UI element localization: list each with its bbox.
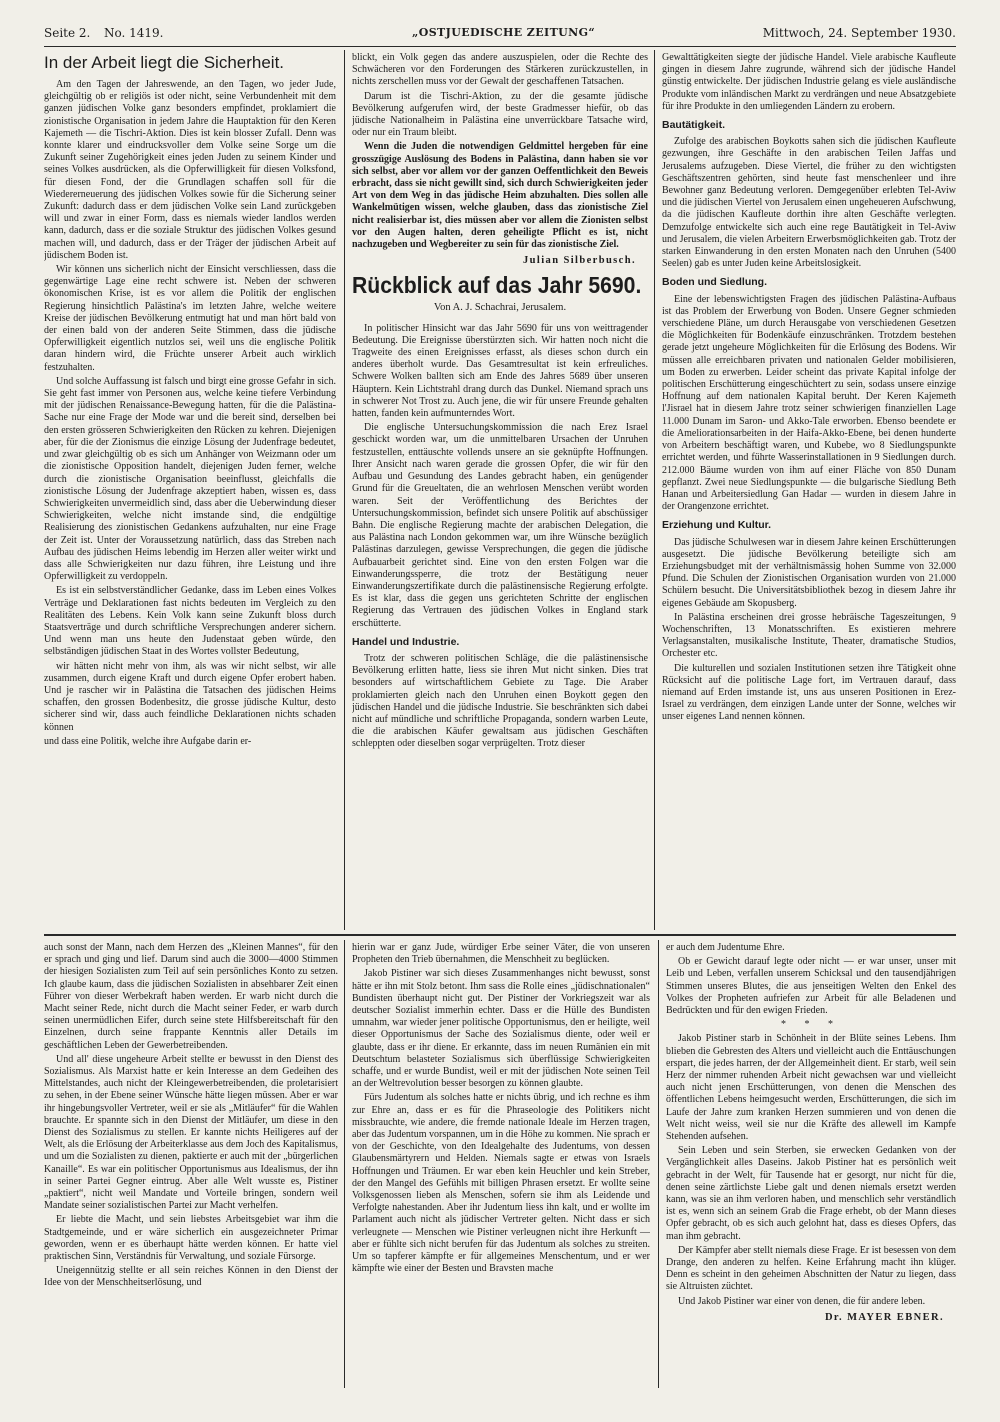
paragraph: Wenn die Juden die notwendigen Geldmittel hergeben für eine grosszügige Auslösung des Bodens in Palästina, dann haben sie vor sich selbst, aber vor allem vor der ganzen Oeffentlichkeit den Beweis erbracht, dass sie nicht gewillt sind, sich durch Schwierigkeiten jeder Art von dem Weg in das jüdische Heim abzuhalten. Dies sollen alle Wankelmütigen wissen, welche glauben, dass das zionistische Ziel nicht realisierbar ist, dies müssen aber vor allem die Zionisten selbst vor den Augen halten, deren geheiligte Pflicht es ist, nicht nachzugeben und Wegbereiter zu sein für das zionistische Ziel. <box>352 141 648 251</box>
article-headline: Rückblick auf das Jahr 5690. <box>352 272 642 299</box>
paragraph: Fürs Judentum als solches hatte er nichts übrig, und ich rechne es ihm zur Ehre an, dass er es für die Phraseologie des Politikers nicht missbrauchte, wie andere, die fremde nationale Ideale im Herzen tragen, aber das Judentum vorspannen, um in die Höhe zu kommen. Nie sprach er von der Geschichte, von den Idealgehalte des Judentums, von dessen Glaubensmärtyrern und Helden. Niemals sagte er etwas von Israels Hoffnungen und Träumen. Er war eben kein Heuchler und kein Streber, der den Mangel des Gefühls mit billigen Phrasen ersetzt. Er wollte seine Volksgenossen lieben als Menschen, sofern sie ihm als Leidende und Verfolgte nahestanden. Aber ihr Judentum liess ihn kalt, und er wollte im Parlament auch nicht als jüdischer Vertreter gelten. Nicht dass er sich verleugnete — Menschen wie Pistiner verleugnen nicht ihre Herkunft — aber er fühlte sich nicht berufen für das Judentum als solches zu streiten. Um so tapferer kämpfte er für allgemeines Menschentum, und er wer kämpfte wie einer der Besten und Bravsten mache <box>352 1092 650 1275</box>
section-separator: * * * <box>781 1019 841 1031</box>
paragraph: auch sonst der Mann, nach dem Herzen des „Kleinen Mannes“, für den er sprach und ging und lief. Darum sind auch die 3000—4000 Stimmen der hiesigen Sozialisten zum Teil auf sein persönliches Konto zu setzen. Ich glaube kaum, dass die jüdischen Sozialisten in absehbarer Zeit einen Führer von dieser Werbekraft haben werden. Er warb nicht durch die Macht seiner Rede, nicht durch die Macht seiner Feder, er warb durch seinen unermüdlichen Eifer, durch seine stete Hilfsbereitschaft für den Einzelnen, durch seine frappante Kenntnis aller Details im geschäftlichen Leben der Gewerbetreibenden. <box>44 942 338 1051</box>
paragraph: Und all' diese ungeheure Arbeit stellte er bewusst in den Dienst des Sozialismus. Als Marxist hatte er kein Interesse an dem Gedeihen des Mittelstandes, auch nicht der Kleingewerbetreibenden, die proletarisiert zu sehen, in der Ebene seiner Wünsche hätte liegen müssen. Aber er war ihr hingebungsvoller Vertreter, weil er sie als „Mitläufer“ für die Wahlen brauchte. Er spannte sich in den Dienst der Mitläufer, um diese in den Dienst des Sozialismus zu stellen. Er kannte nichts Heiligeres auf der Welt, als die Erlösung der Arbeiterklasse aus dem Joch des Kapitalismus, und um die Sozialisten zu dienen, paktierte er auch mit der „bürgerlichen Kanaille“. Es war ein politischer Opportunismus aus Idealismus, der ihn in seiner Partei Gegner eintrug. Aber alle Welt wusste es, Pistiner „paktiert“, nicht weil Mandate und Vorteile bringen, sondern weil Mandate seiner sozialistischen Partei zur Macht verhelfen. <box>44 1053 338 1212</box>
paragraph: Trotz der schweren politischen Schläge, die die palästinensische Bevölkerung erlitten hatte, liess sie ihren Mut nicht sinken. Dies trat besonders auf wirtschaftlichem Gebiete zu Tage. Die Araber proklamierten gleich nach den Unruhen einen Boykott gegen den jüdischen Handel und die jüdische Industrie. Sie beschränkten sich dabei nicht auf mündliche und schriftliche Propaganda, sondern warben Leute, die die arabischen Käufer gewaltsam aus jüdischen Geschäften schleppten oder dieselben sogar verprügelten. Trotz dieser <box>352 652 648 750</box>
paragraph: Und solche Auffassung ist falsch und birgt eine grosse Gefahr in sich. Sie geht fast immer von Personen aus, welche keine tiefere Verbindung mit der jüdischen Renaissance-Bewegung hatten, für die die Palästina-Sache nur eine Frage der Mode war und die bereit sind, derselben bei den ersten grösseren Schwierigkeiten den Rücken zu kehren. Diejenigen aber, für die der Zionismus die einzige Lösung der Judenfrage bedeutet, und zwar gleichgültig ob es sich um Anhänger von Weizmann oder um die zionistische Opposition handelt, diejenigen Juden ferner, welche durch die zionistische Organisation beeinflusst, gleichfalls die zionistische Lösung der Judenfrage akzeptiert haben, wissen es, dass Schwierigkeiten unvermeidlich sind, dass aber die Ueberwindung dieser Schwierigkeiten, welche nicht imstande sind, die endgültige Realisierung des zionistischen Gedankens aufzuhalten, nur eine Frage der Zeit ist. Unter der Voraussetzung natürlich, dass das Streben nach Aufbau des jüdischen Heims lebendig im Herzen aller weiter wirkt und dass alle Schwierigkeiten nur dazu führen, ihre Leistung und ihre Opferwilligkeit zu verdoppeln. <box>44 375 336 583</box>
page-header <box>44 26 956 42</box>
paragraph: In Palästina erscheinen drei grosse hebräische Tageszeitungen, 9 Wochenschriften, 13 Monatsschriften. Es existieren mehrere Verlagsanstalten, musikalische Institute, Theater, dramatische Studios, Orchester etc. <box>662 611 956 660</box>
paragraph: er auch dem Judentume Ehre. <box>666 942 785 953</box>
paragraph: In politischer Hinsicht war das Jahr 5690 für uns von weittragender Bedeutung. Die Ereignisse überstürzten sich. Wir hatten noch nicht die Tragweite des einen Ereignisses erfasst, als dieses schon durch ein anderes überholt wurde. Das Gesamtresultat ist kein erfreuliches. Schwere Wolken ballten sich am Ende des Jahres 5689 über unseren Häuptern. Kein Lichtstrahl drang durch das Dunkel. Niemand sprach uns in schwerer Not Trost zu. Auch jene, die wir für unsere Freunde gehalten hatten, fanden kein aufmunterndes Wort. <box>352 322 648 420</box>
paragraph: Die englische Untersuchungskommission die nach Erez Israel geschickt worden war, um die unmittelbaren Ursachen der Unruhen festzustellen, enttäuschte vollends unsere an sie geknüpfte Hoffnungen. Ihrer Ansicht nach waren gerade die grossen Opfer, die wir für den Aufbau und Gesundung des Landes gebracht haben, ein genügender Grund für die Greueltaten, die an wehrlosen Menschen verübt worden waren. Seit der Veröffentlichung des Berichtes der Untersuchungskommission, befindet sich unsere Politik auf abschüssiger Bahn. Die englische Regierung machte der arabischen Delegation, die aus Palästina nach London gekommen war, um ihre Wünsche bezüglich Palästinas darzulegen, gewisse Versprechungen, die gegen die jüdische Aufbauarbeit gerichtet sind. Eine von den ersten Folgen war die Einwanderungssperre, die trotz der Bestätigung neuer Einwanderungszertifikate durch die palästinensische Regierung erfolgte. Es ist klar, dass die gegen uns gerichteten Schritte der englischen Regierung das Vertrauen des jüdischen Volkes in England stark erschütterte. <box>352 422 648 629</box>
column-rule <box>344 50 345 930</box>
column-rule <box>344 940 345 1388</box>
paragraph: Am den Tagen der Jahreswende, an den Tagen, wo jeder Jude, gleichgültig ob er religiös ist oder nicht, seine Verbundenheit mit dem ganzen jüdischen Volke ganz besonders empfindet, proklamiert die zionistische Organisation in jedem Jahre die Hauptaktion für den Keren Kajemeth — die Tischri-Aktion. Dies ist kein blosser Zufall. Denn was konnte klarer und eindrucksvoller dem Volke seine Sorge um die Zukunft seiner Zugehörigkeit eines jeden Juden zu seinem Kinder und seines Volkes ausdrücken, als die Opferwilligkeit für diesen Volksfond, für diesen Fond, der die Grundlagen schaffen soll für die Wiedererneuerung des jüdischen Volkes sowie für die Sicherung seiner Zukunft: dadurch dass er dem jüdischen Volke sein Land zurückgeben will und zwar in einer Form, dass es niemals wieder landlos werden kann, dadurch, dass er die soziale Struktur des jüdischen Volkes gesund machen will, und dadurch, dass er der Träger der jüdischen Arbeit auf jüdischem Boden ist. <box>44 79 336 261</box>
paragraph: Sein Leben und sein Sterben, sie erwecken Gedanken von der Vergänglichkeit alles Daseins. Jakob Pistiner hat es persönlich weit gebracht in der Welt, für Tausende hat er gesorgt, nur nicht für die, denen seine zärtlichste Liebe galt und denen niemals ersetzt werden kann, was sie an ihm verloren haben, und menschlich sehr verständlich ist es, wenn sich an seinem Grab die Frage erhebt, ob der Mann dieses Opfer gebracht, ob es sich auch gelohnt hat, dass es dieses Opfers, das man ihm gebracht. <box>666 1145 956 1242</box>
paragraph: Zufolge des arabischen Boykotts sahen sich die jüdischen Kaufleute gezwungen, ihre Geschäfte in den arabischen Teilen Jaffas und Jerusalems aufzugeben. Diese Viertel, die früher zu den wichtigsten Geschäftszentren gehörten, sind heute fast menschenleer und ihre Bewohner ganz Bedeutung verloren. Demgegenüber erlebten Tel-Aviw und die jüdischen Viertel von Jerusalem einen ungeheueren Aufschwung, da die jüdischen Kaufleute dorthin ihre alten Geschäfte verlegten. Demzufolge entwickelte sich auch eine rege Bautätigkeit in Tel-Aviw und Jerusalem, die vielen Arbeitern Erwerbsmöglichkeiten gab. Trotz der starken Einwanderung in den ersten Monaten nach den Unruhen (5400 Seelen) gab es unter Juden keine Arbeitslosigkeit. <box>662 136 956 270</box>
section-heading: Bautätigkeit. <box>662 119 726 132</box>
section-divider <box>44 934 956 936</box>
column-rule <box>658 940 659 1388</box>
article-column <box>44 942 338 1388</box>
page-number: Seite 2. <box>44 26 91 40</box>
paragraph: Darum ist die Tischri-Aktion, zu der die gesamte jüdische Bevölkerung aufgerufen wird, der beste Gradmesser hiefür, ob das jüdische Nationalheim in Palästina eine unverrückbare Tatsache wird, oder nur ein Traum bleibt. <box>352 90 648 139</box>
paragraph: Uneigennützig stellte er all sein reiches Können in den Dienst der Idee von der Menschheitserlösung, und <box>44 1265 338 1289</box>
article-column <box>44 52 336 930</box>
article-byline: Von A. J. Schachrai, Jerusalem. <box>433 302 567 314</box>
section-heading: Erziehung und Kultur. <box>662 519 772 532</box>
article-column <box>352 52 648 930</box>
paragraph: Eine der lebenswichtigsten Fragen des jüdischen Palästina-Aufbaus ist das Problem der Erwerbung von Boden. Unsere Gegner schmieden verschiedene Pläne, um durch Herausgabe von verschiedenen Gesetzen die Möglichkeiten für Bodenkäufe einzuschränken. Trotzdem bestehen gerade jetzt ungeheure Möglichkeiten für die Erlösung des Bodens. Wir müssen alle erreichbaren privaten und nationalen Gelder mobilisieren, um Boden zu erwerben. Leider scheint das private Kapital infolge der politischen Erschütterung eingeschüchtert zu sein, sodass unsere einzige Hoffnung auf dem nationalen Kapital beruht. Der Keren Kajemeth l'Jisrael hat in diesem Jahre trotz seiner schwierigen finanziellen Lage 11.000 Dunam im Saron- und Akko-Tale erworben. Ebenso beendete er die Ameliorationsarbeiten in der Haifa-Akko-Ebene, bei denen hunderte von Arbeitern beschäftigt waren, und Kubebe, wo 8 Siedlungspunkte errichtet werden, und führte Wasserinstallationen in 9 Siedlungen durch. 212.000 Bäume wurden von ihm auf einer Fläche von 850 Dunam gepflanzt. Zwei neue Siedlungspunkte — die bulgarische Siedlung Beth Hanan und Arbeitersiedlung Gan Hadar — wurden in diesem Jahre in der Orangenzone errichtet. <box>662 293 956 513</box>
paragraph: Er liebte die Macht, und sein liebstes Arbeitsgebiet war ihm die Stadtgemeinde, und er wäre sicherlich ein ausgezeichneter Primar geworden, wenn er es überhaupt hätte werden können. Er hatte viel praktischen Sinn, Verständnis für Verwaltung, und soziale Fürsorge. <box>44 1214 338 1263</box>
issue-date: Mittwoch, 24. September 1930. <box>762 26 956 40</box>
paragraph: Es ist ein selbstverständlicher Gedanke, dass im Leben eines Volkes Verträge und Deklarationen fast nichts bedeuten im Vergleich zu den Realitäten des Lebens. Kein Volk kann seine Zukunft bloss durch Staatsverträge und durch schriftliche Versprechungen anderer sichern. Und wenn man uns heute den Judenstaat geben würde, den selbständigen jüdischen Staat in des Wortes vollster Bedeutung, <box>44 585 336 658</box>
paragraph: wir hätten nicht mehr von ihm, als was wir nicht selbst, wir alle zusammen, durch eigene Kraft und durch eigene Opfer erobert haben. Und je rascher wir in Palästina die Tatsachen des jüdischen Heims schaffen, den grossen Bodenbesitz, die grosse jüdische Kultur, desto sicherer sind wir, dass auch feindliche Deklarationen nichts schaden können <box>44 660 336 733</box>
article-signature: Dr. MAYER EBNER. <box>824 1311 944 1323</box>
article-column <box>666 942 956 1388</box>
paragraph: Wir können uns sicherlich nicht der Einsicht verschliessen, dass die gegenwärtige Lage eine recht schwere ist. Neben der schweren ökonomischen Krise, ist es vor allem die Politik der englischen Regierung hinsichtlich Palästina's im letzten Jahre, welche weitere Kreise der jüdischen Bevölkerung entmutigt hat und man hört bald von der einen bald von der anderen Seite Stimmen, dass die jüdische Opferwilligkeit eigentlich nutzlos sei, weil uns die englische Politik daran hindern wird, die Früchte unserer Arbeit auch wirklich festzuhalten. <box>44 264 336 373</box>
newspaper-title: „OSTJUEDISCHE ZEITUNG“ <box>412 26 596 39</box>
paragraph: Jakob Pistiner starb in Schönheit in der Blüte seines Lebens. Ihm blieben die Gebresten des Alters und vielleicht auch die Enttäuschungen erspart, die jedes harren, der der Allgemeinheit dient. Er starb, weil sein Herz der nimmer ruhenden Arbeit nicht gewachsen war und vielleicht auch nicht jenen Erschütterungen, von denen die Menschen des öffentlichen Lebens heimgesucht werden, Erschütterungen, die sich im Laufe der Jahre zum kranken Herzen summieren und von denen die Welt nicht weiss, weil sie nur die Kräfte des allewell im Kampfe Stehenden aufsehen. <box>666 1033 956 1143</box>
header-rule <box>44 46 956 47</box>
issue-number: No. 1419. <box>104 26 164 40</box>
paragraph: blickt, ein Volk gegen das andere auszuspielen, oder die Rechte des Schwächeren vor den Forderungen des Stärkeren zurückzustellen, in nichts zerschellen muss vor der Gewalt der geschaffenen Tatsachen. <box>352 52 648 88</box>
section-heading: Handel und Industrie. <box>352 635 460 648</box>
paragraph: Der Kämpfer aber stellt niemals diese Frage. Er ist besessen von dem Drange, den anderen zu helfen. Keine Erfahrung macht ihn klüger. Denn es scheint in den geheimen Abschnitten der Natur zu liegen, dass sie Altruisten züchtet. <box>666 1244 956 1293</box>
paragraph: Das jüdische Schulwesen war in diesem Jahre keinen Erschütterungen ausgesetzt. Die jüdische Bevölkerung beteiligte sich am Erziehungsbudget mit der verhältnismässig hohen Summe von 32.000 Pfund. Die Schulen der Zionistischen Organisation wurden von 21.000 Schülern besucht. Die Universitätsbibliothek bezog in diesem Jahre ihr eigenes Gebäude am Skopusberg. <box>662 536 956 609</box>
paragraph: Gewalttätigkeiten siegte der jüdische Handel. Viele arabische Kaufleute gingen in diesem Jahre zugrunde, während sich der jüdische Handel günstig entwickelte. Der jüdischen Industrie gelang es viele ausländische Produkte vom inländischen Markt zu verdrängen und neue Absatzgebiete für ihre Produkte in den umliegenden Ländern zu erobern. <box>662 52 956 112</box>
paragraph: und dass eine Politik, welche ihre Aufgabe darin er- <box>44 735 252 747</box>
paragraph: hierin war er ganz Jude, würdiger Erbe seiner Väter, die von unseren Propheten den Trieb übernahmen, die Menschheit zu beglücken. <box>352 942 650 966</box>
paragraph: Jakob Pistiner war sich dieses Zusammenhanges nicht bewusst, sonst hätte er ihn mit Stolz betont. Ihm sass die Rolle eines „jüdischnationalen“ Bundisten überhaupt nicht gut. Der Pistiner der Vorkriegszeit war als deutscher Sozialist immerhin echter. Dass er die Hülle des Bundisten umnahm, war wieder jener politische Opportunismus, den er heiligte, weil dieser Opportunismus der Sache des Sozialismus diente, oder weil er glaubte, dass er ihr diene. Er erkannte, dass im neuen Rumänien ein mit Deutschtum belasteter Sozialismus sich überflüssige Schwierigkeiten schaffe, und er wurde Bundist, weil er mit der jüdischen Note seinen Teil an der Weltrevolution besser besorgen zu können glaubte. <box>352 968 650 1090</box>
paragraph: Die kulturellen und sozialen Institutionen setzen ihre Tätigkeit ohne Rücksicht auf die politische Lage fort, im Vertrauen darauf, dass niemand auf Erden imstande ist, uns aus unseren Positionen in Erez-Israel zu verdrängen, dem einzigen Lande unter der Sonne, welches wir unser eigenes Land nennen können. <box>662 662 956 723</box>
article-signature: Julian Silberbusch. <box>523 255 636 267</box>
paragraph: Und Jakob Pistiner war einer von denen, die für andere leben. <box>678 1295 926 1307</box>
article-column <box>662 52 956 930</box>
article-headline: In der Arbeit liegt die Sicherheit. <box>44 53 285 72</box>
paragraph: Ob er Gewicht darauf legte oder nicht — er war unser, unser mit Leib und Leben, verfallen unserem Schicksal und den tausendjährigen Stimmen unseres Blutes, die aus jenseitigen Welten den Enkel des Volkes der Propheten aufriefen zur Arbeit für alle Beladenen und Bedrückten und für den ewigen Frieden. <box>666 956 956 1017</box>
column-rule <box>654 50 655 930</box>
article-column <box>352 942 650 1388</box>
section-heading: Boden und Siedlung. <box>662 276 767 289</box>
